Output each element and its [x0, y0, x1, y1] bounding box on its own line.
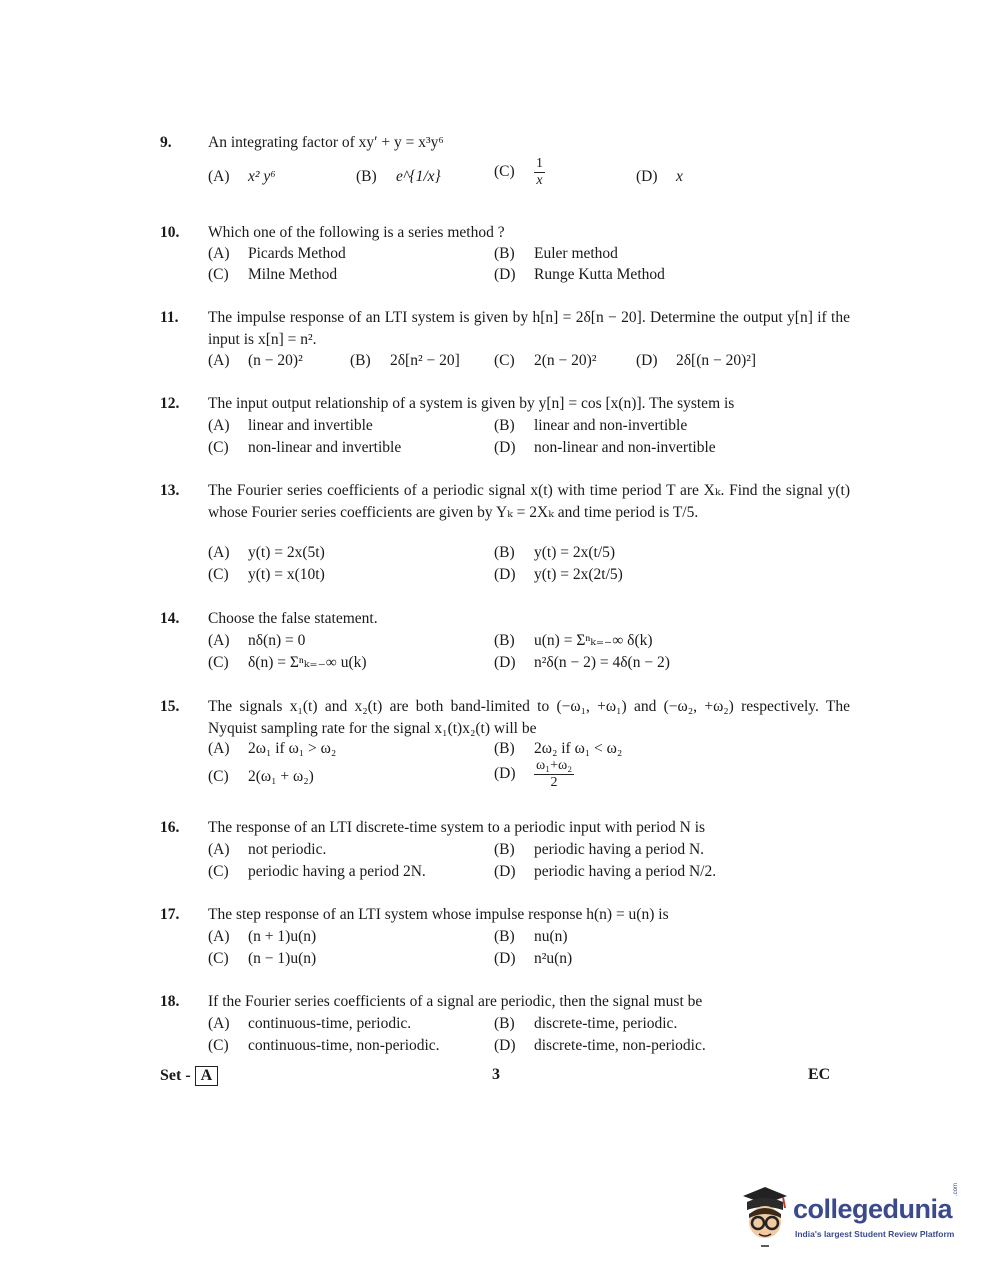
option-c: y(t) = x(10t) — [248, 566, 325, 583]
subject-code: EC — [808, 1066, 831, 1083]
option-d: x — [676, 168, 683, 185]
option-a: linear and invertible — [248, 417, 373, 434]
question-stem: The signals x₁(t) and x₂(t) are both band-limited to (−ω₁, +ω₁) and (−ω₂, +ω₂) respectively. The Nyquist sampling rate for the signal x₁(t)x₂(t) will be — [208, 698, 850, 737]
question-stem: The Fourier series coefficients of a periodic signal x(t) with time period T are Xₖ. Find the signal y(t) whose Fourier series coefficients are given by Yₖ = 2Xₖ and time period is T/5. — [208, 482, 850, 521]
brand-name: collegedunia — [793, 1194, 953, 1224]
option-b: 2ω₂ if ω₁ < ω₂ — [534, 740, 623, 757]
question-number: 11. — [160, 309, 179, 326]
question-stem: The impulse response of an LTI system is given by h[n] = 2δ[n − 20]. Determine the output y[n] if the input is x[n] = n². — [208, 309, 850, 348]
brand-tagline: India's largest Student Review Platform — [795, 1229, 955, 1239]
option-d: $\frac{\text{ω₁+ω₂}}{2}$ — [536, 758, 573, 790]
option-a: x² y⁶ — [248, 168, 276, 185]
option-b: e^{1/x} — [396, 168, 441, 185]
student-mascot-icon — [735, 1184, 793, 1254]
question-stem: The response of an LTI discrete-time system to a periodic input with period N is — [208, 819, 706, 836]
brand-suffix: .com — [953, 1182, 959, 1196]
option-b: u(n) = Σⁿₖ₌₋∞ δ(k) — [534, 632, 653, 649]
question-number: 10. — [160, 224, 180, 241]
option-d: discrete-time, non-periodic. — [534, 1037, 706, 1054]
option-b: 2δ[n² − 20] — [390, 352, 460, 369]
question-stem: The step response of an LTI system whose impulse response h(n) = u(n) is — [208, 906, 669, 923]
option-b: linear and non-invertible — [534, 417, 688, 434]
option-a: y(t) = 2x(5t) — [248, 544, 325, 561]
question-number: 16. — [160, 819, 180, 836]
option-d: periodic having a period N/2. — [534, 863, 717, 880]
option-a: (n + 1)u(n) — [248, 928, 317, 945]
question-14: 14. Choose the false statement. (A) nδ(n) = 0 (B) u(n) = Σⁿₖ₌₋∞ δ(k) (C) δ(n) = Σⁿₖ₌₋∞ u(k) (D) n²δ(n − 2) = 4δ(n − 2) — [160, 608, 850, 678]
option-c: $\frac{1}{x}$ — [536, 156, 543, 188]
option-a: Picards Method — [248, 245, 346, 262]
option-c: (n − 1)u(n) — [248, 950, 317, 967]
question-number: 15. — [160, 698, 180, 715]
option-a: not periodic. — [248, 841, 327, 858]
collegedunia-logo — [735, 1184, 965, 1254]
option-c: Milne Method — [248, 266, 338, 283]
set-indicator: Set - A — [160, 1066, 218, 1086]
option-c: periodic having a period 2N. — [248, 863, 426, 880]
option-d: n²δ(n − 2) = 4δ(n − 2) — [534, 654, 670, 671]
question-number: 13. — [160, 482, 180, 499]
question-number: 18. — [160, 993, 180, 1010]
question-16: 16. The response of an LTI discrete-time system to a periodic input with period N is (A) not periodic. (B) periodic having a period N. (C) periodic having a period 2N. (D) periodic having a period N/2. — [160, 817, 850, 887]
question-15: 15. The signals x₁(t) and x₂(t) are both band-limited to (−ω₁, +ω₁) and (−ω₂, +ω₂) respectively. The Nyquist sampling rate for the signal x₁(t)x₂(t) will be (A) 2ω₁ if ω₁ > ω₂ (B) 2ω₂ if ω₁ < ω₂ (C) 2(ω₁ + ω₂) (D) $\frac{\text{ω₁+ω₂}}{2}$ — [160, 698, 850, 790]
option-b: discrete-time, periodic. — [534, 1015, 678, 1032]
question-17: 17. The step response of an LTI system whose impulse response h(n) = u(n) is (A) (n + 1)u(n) (B) nu(n) (C) (n − 1)u(n) (D) n²u(n) — [160, 904, 850, 974]
option-a: 2ω₁ if ω₁ > ω₂ — [248, 740, 337, 757]
option-a: continuous-time, periodic. — [248, 1015, 412, 1032]
option-d: 2δ[(n − 20)²] — [676, 352, 757, 369]
option-d: non-linear and non-invertible — [534, 439, 716, 456]
question-11: 11. The impulse response of an LTI system is given by h[n] = 2δ[n − 20]. Determine the output y[n] if the input is x[n] = n². (A) (n − 20)² (B) 2δ[n² − 20] (C) 2(n − 20)² (D) 2δ[(n − 20)²] — [160, 309, 850, 369]
option-a: (n − 20)² — [248, 352, 303, 369]
option-c: 2(ω₁ + ω₂) — [248, 768, 314, 785]
question-10: 10. Which one of the following is a series method ? (A) Picards Method (B) Euler method (C) Milne Method (D) Runge Kutta Method — [160, 222, 850, 292]
option-d: Runge Kutta Method — [534, 266, 665, 283]
option-c: non-linear and invertible — [248, 439, 402, 456]
question-13: 13. The Fourier series coefficients of a periodic signal x(t) with time period T are Xₖ. Find the signal y(t) whose Fourier series coefficients are given by Yₖ = 2Xₖ and time period is T/5. (A) y(t) = 2x(5t) (B) y(t) = 2x(t/5) (C) y(t) = x(10t) (D) y(t) = 2x(2t/5) — [160, 482, 850, 583]
option-c: δ(n) = Σⁿₖ₌₋∞ u(k) — [248, 654, 367, 671]
question-number: 17. — [160, 906, 180, 923]
option-b: nu(n) — [534, 928, 568, 945]
question-stem: If the Fourier series coefficients of a signal are periodic, then the signal must be — [208, 993, 703, 1010]
question-18: 18. If the Fourier series coefficients of a signal are periodic, then the signal must be (A) continuous-time, periodic. (B) discrete-time, periodic. (C) continuous-time, non-periodic. (D) discrete-time, non-periodic. — [160, 991, 850, 1061]
set-box: A — [195, 1066, 219, 1086]
question-number: 12. — [160, 395, 180, 412]
option-d: y(t) = 2x(2t/5) — [534, 566, 623, 583]
question-stem: The input output relationship of a system is given by y[n] = cos [x(n)]. The system is — [208, 395, 735, 412]
question-9 — [160, 132, 850, 202]
question-number: 9. — [160, 134, 172, 151]
option-b: periodic having a period N. — [534, 841, 705, 858]
question-stem: Choose the false statement. — [208, 610, 378, 627]
option-c: 2(n − 20)² — [534, 352, 597, 369]
question-number: 14. — [160, 610, 180, 627]
page-number: 3 — [492, 1066, 500, 1083]
option-b: y(t) = 2x(t/5) — [534, 544, 616, 561]
options-row: (A) x² y⁶ (B) e^{1/x} (C) $\frac{1}{x}$ (D) x — [208, 156, 683, 188]
option-a: nδ(n) = 0 — [248, 632, 306, 649]
option-c: continuous-time, non-periodic. — [248, 1037, 440, 1054]
question-stem: Which one of the following is a series method ? — [208, 224, 505, 241]
option-d: n²u(n) — [534, 950, 573, 967]
option-b: Euler method — [534, 245, 618, 262]
question-stem: An integrating factor of xy′ + y = x³y⁶ — [208, 134, 444, 151]
question-12: 12. The input output relationship of a system is given by y[n] = cos [x(n)]. The system is (A) linear and invertible (B) linear and non-invertible (C) non-linear and invertible (D) non-linear and non-invertible — [160, 393, 850, 463]
